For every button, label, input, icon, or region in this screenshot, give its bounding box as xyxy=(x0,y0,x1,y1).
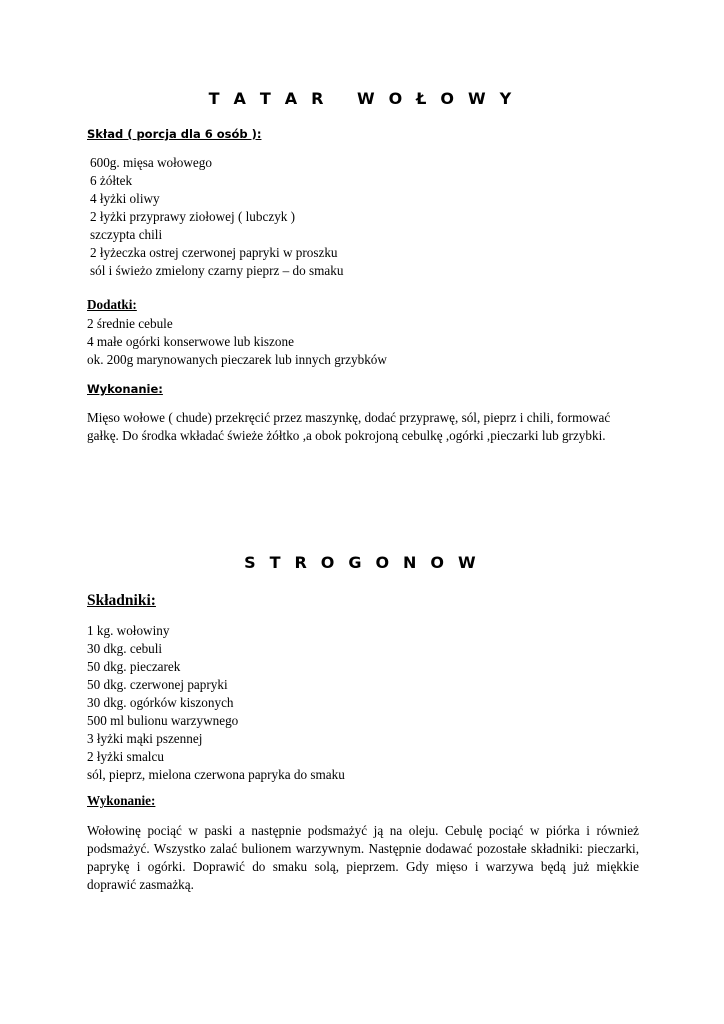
ingredient-item: 3 łyżki mąki pszennej xyxy=(87,731,203,746)
ingredient-item: 2 łyżki przyprawy ziołowej ( lubczyk ) xyxy=(90,209,296,224)
ingredient-item: 2 łyżeczka ostrej czerwonej papryki w proszku xyxy=(90,245,338,260)
ingredient-item: 50 dkg. czerwonej papryki xyxy=(87,677,228,692)
ingredient-item: sól i świeżo zmielony czarny pieprz – do smaku xyxy=(90,263,344,278)
method-line: doprawić zasmażką. xyxy=(87,877,194,892)
extra-item: 4 małe ogórki konserwowe lub kiszone xyxy=(87,334,294,349)
ingredients-list xyxy=(90,154,343,280)
method-line: gałkę. Do środka wkładać świeże żółtko ,a obok pokrojoną cebulkę ,ogórki ,pieczarki lub grzybki. xyxy=(87,428,606,443)
method-line: Wołowinę pociąć w paski a następnie podsmażyć ją na oleju. Cebulę pociąć w piórka i również xyxy=(87,823,639,838)
ingredient-item: 30 dkg. cebuli xyxy=(87,641,163,656)
method-heading: Wykonanie: xyxy=(87,793,156,808)
ingredient-item: 30 dkg. ogórków kiszonych xyxy=(87,695,234,710)
method-line: podsmażyć. Wszystko zalać bulionem warzywnym. Następnie dodawać pozostałe składniki: pieczarki, xyxy=(87,841,639,856)
method-line: Mięso wołowe ( chude) przekręcić przez maszynkę, dodać przyprawę, sól, pieprz i chili, formować xyxy=(87,410,611,425)
ingredient-item: szczypta chili xyxy=(90,227,163,242)
method-line: paprykę i ogórki. Doprawić do smaku solą, pieprzem. Gdy mięso i warzywa będą już miękkie xyxy=(87,859,639,874)
ingredient-item: 6 żółtek xyxy=(90,173,133,188)
extras-list xyxy=(87,315,387,369)
extra-item: ok. 200g marynowanych pieczarek lub innych grzybków xyxy=(87,352,387,367)
recipe-title-tatar: T A T A R W O Ł O W Y xyxy=(208,89,516,108)
ingredient-item: 500 ml bulionu warzywnego xyxy=(87,713,239,728)
method-paragraph xyxy=(87,409,647,445)
extras-heading: Dodatki: xyxy=(87,297,137,312)
ingredient-item: 1 kg. wołowiny xyxy=(87,623,170,638)
ingredient-item: sól, pieprz, mielona czerwona papryka do smaku xyxy=(87,767,345,782)
method-paragraph xyxy=(87,822,639,894)
ingredients-list xyxy=(87,622,345,784)
ingredients-heading: Składniki: xyxy=(87,592,156,609)
ingredient-item: 2 łyżki smalcu xyxy=(87,749,164,764)
extra-item: 2 średnie cebule xyxy=(87,316,173,331)
method-heading: Wykonanie: xyxy=(87,382,163,396)
ingredient-item: 50 dkg. pieczarek xyxy=(87,659,181,674)
ingredient-item: 600g. mięsa wołowego xyxy=(90,155,212,170)
ingredient-item: 4 łyżki oliwy xyxy=(90,191,160,206)
recipe-title-strogonow: S T R O G O N O W xyxy=(244,553,480,572)
ingredients-heading: Skład ( porcja dla 6 osób ): xyxy=(87,127,262,141)
